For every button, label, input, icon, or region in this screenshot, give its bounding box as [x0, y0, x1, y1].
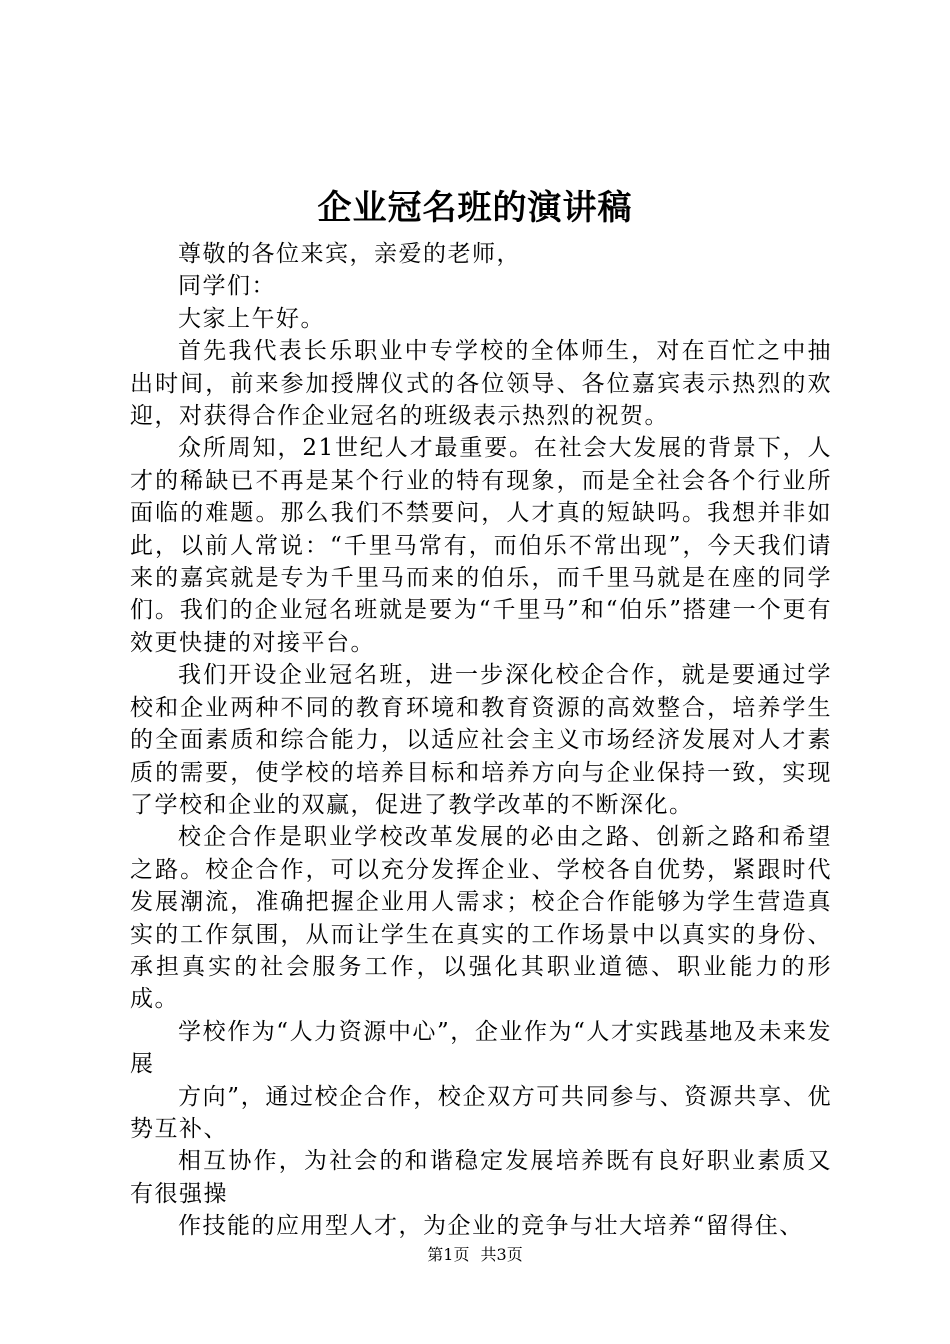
paragraph-salutation-2: 同学们： — [178, 273, 276, 300]
paragraph: 相互协作，为社会的和谐稳定发展培养既有良好职业素质又有很强操 — [130, 1148, 832, 1207]
paragraph-greeting: 大家上午好。 — [178, 305, 325, 332]
page-total: 共3页 — [480, 1245, 523, 1264]
paragraph: 首先我代表长乐职业中专学校的全体师生，对在百忙之中抽出时间，前来参加授牌仪式的各位领导、各位嘉宾表示热烈的欢迎，对获得合作企业冠名的班级表示热烈的祝贺。 — [130, 338, 832, 430]
paragraph: 方向”，通过校企合作，校企双方可共同参与、资源共享、优势互补、 — [130, 1083, 832, 1142]
paragraph-salutation: 尊敬的各位来宾，亲爱的老师， — [178, 241, 521, 267]
document-title: 企业冠名班的演讲稿 — [317, 188, 633, 228]
paragraph: 校企合作是职业学校改革发展的必由之路、创新之路和希望之路。校企合作，可以充分发挥企业、学校各自优势，紧跟时代发展潮流，准确把握企业用人需求；校企合作能够为学生营造真实的工作氛围，从而让学生在真实的工作场景中以真实的身份、承担真实的社会服务工作，以强化其职业道德、职业能力的形成。 — [130, 824, 832, 1013]
paragraph: 我们开设企业冠名班，进一步深化校企合作，就是要通过学校和企业两种不同的教育环境和教育资源的高效整合，培养学生的全面素质和综合能力，以适应社会主义市场经济发展对人才素质的需要，使学校的培养目标和培养方向与企业保持一致，实现了学校和企业的双赢，促进了教学改革的不断深化。 — [130, 662, 832, 818]
paragraph: 学校作为“人力资源中心”，企业作为“人才实践基地及未来发展 — [130, 1018, 832, 1078]
paragraph: 作技能的应用型人才，为企业的竞争与壮大培养“留得住、 — [178, 1213, 804, 1240]
document-body — [130, 238, 832, 1243]
paragraph: 众所周知，21世纪人才最重要。在社会大发展的背景下，人才的稀缺已不再是某个行业的特有现象，而是全社会各个行业所面临的难题。那么我们不禁要问，人才真的短缺吗。我想并非如此，以前人常说：“千里马常有，而伯乐不常出现”，今天我们请来的嘉宾就是专为千里马而来的伯乐，而千里马就是在座的同学们。我们的企业冠名班就是要为“千里马”和“伯乐”搭建一个更有效更快捷的对接平台。 — [130, 435, 832, 656]
page-footer — [0, 1244, 950, 1266]
page-number: 第1页 — [427, 1245, 470, 1264]
